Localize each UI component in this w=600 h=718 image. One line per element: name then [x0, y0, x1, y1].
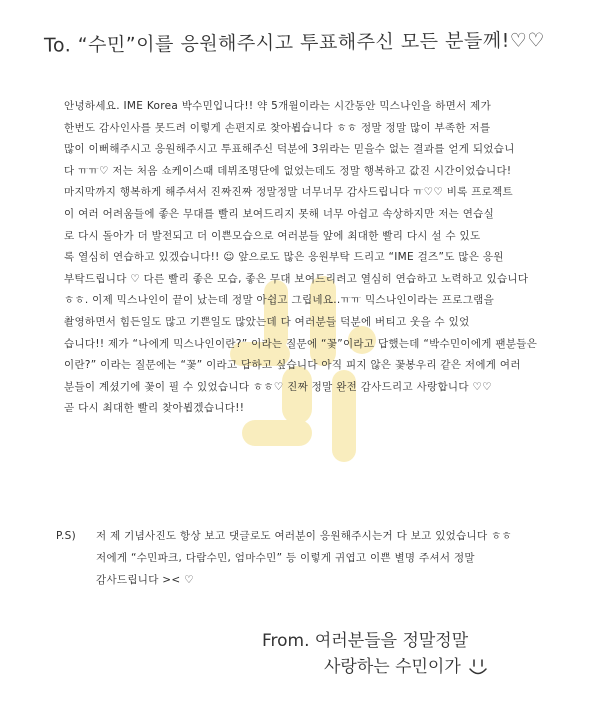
signature-line-from: From. 여러분들을 정말정말 [262, 631, 469, 651]
body-line: 한번도 감사인사를 못드려 이렇게 손편지로 찾아뵙습니다 ㅎㅎ 정말 정말 많이 부족한 저를 [64, 121, 491, 134]
postscript-line: 감사드립니다 >< ♡ [96, 574, 194, 586]
body-line: 로 다시 돌아가 더 발전되고 더 이쁜모습으로 여러분들 앞에 최대한 빨리 다시 설 수 있도 [64, 229, 481, 242]
postscript-label: P.S) [56, 530, 76, 542]
body-line: 곧 다시 최대한 빨리 찾아뵙겠습니다!! [64, 402, 245, 415]
body-line: ㅎㅎ. 이제 믹스나인이 끝이 났는데 정말 아쉽고 그립네요..ㅠㅠ 믹스나인이라는 프로그램을 [64, 294, 495, 307]
body-line: 마지막까지 행복하게 해주셔서 진짜진짜 정말정말 너무너무 감사드립니다 ㅠ♡♡ 비록 프로젝트 [64, 186, 513, 199]
letter-salutation: To. “수민”이를 응원해주시고 투표해주신 모든 분들께!♡♡ [43, 29, 545, 57]
body-line: 안녕하세요. IME Korea 박수민입니다!! 약 5개월이라는 시간동안 믹스나인을 하면서 제가 [64, 100, 492, 112]
body-line: 촬영하면서 힘든일도 많고 기쁜일도 많았는데 다 여러분들 덕분에 버티고 웃을 수 있었 [64, 315, 470, 328]
body-line: 록 열심히 연습하고 있겠습니다!! ☺ 앞으로도 많은 응원부탁 드리고 “IME 걸즈”도 많은 응원 [64, 251, 504, 264]
signature-line-name [262, 654, 562, 680]
body-line: 이란?” 이라는 질문에는 “꽃” 이라고 답하고 싶습니다 아직 피지 않은 꽃봉우리 같은 저에게 여러 [64, 359, 521, 372]
smiley-icon [467, 656, 489, 678]
body-line: 습니다!! 제가 “나에게 믹스나인이란?” 이라는 질문에 “꽃”이라고 답했는데 “박수민이에게 팬분들은 [64, 337, 538, 350]
letter-body [64, 96, 554, 420]
postscript-text [96, 525, 556, 591]
body-line: 다 ㅠㅠ♡ 저는 처음 쇼케이스때 데뷔조명단에 없었는데도 정말 행복하고 값진 시간이었습니다! [64, 164, 512, 177]
body-line: 부탁드립니다 ♡ 다른 빨리 좋은 모습, 좋은 무대 보여드리려고 열심히 연습하고 노력하고 있습니다 [64, 272, 529, 285]
postscript-line: 저에게 “수민파크, 다람수민, 엄마수민” 등 이렇게 귀엽고 이쁜 별명 주셔서 정말 [96, 552, 475, 564]
body-line: 많이 이뻐해주시고 응원해주시고 투표해주신 덕분에 3위라는 믿을수 없는 결과를 얻게 되었습니 [64, 143, 515, 156]
body-line: 분들이 계셨기에 꽃이 필 수 있었습니다 ㅎㅎ♡ 진짜 정말 완전 감사드리고 사랑합니다 ♡♡ [64, 380, 492, 393]
signature-name-text: 사랑하는 수민이가 [324, 657, 461, 677]
letter-signature [262, 628, 562, 680]
postscript-line: 저 제 기념사진도 항상 보고 댓글로도 여러분이 응원해주시는거 다 보고 있었습니다 ㅎㅎ [96, 530, 512, 542]
body-line: 이 여러 어려움들에 좋은 무대를 빨리 보여드리지 못해 너무 아쉽고 속상하지만 저는 연습실 [64, 207, 495, 220]
